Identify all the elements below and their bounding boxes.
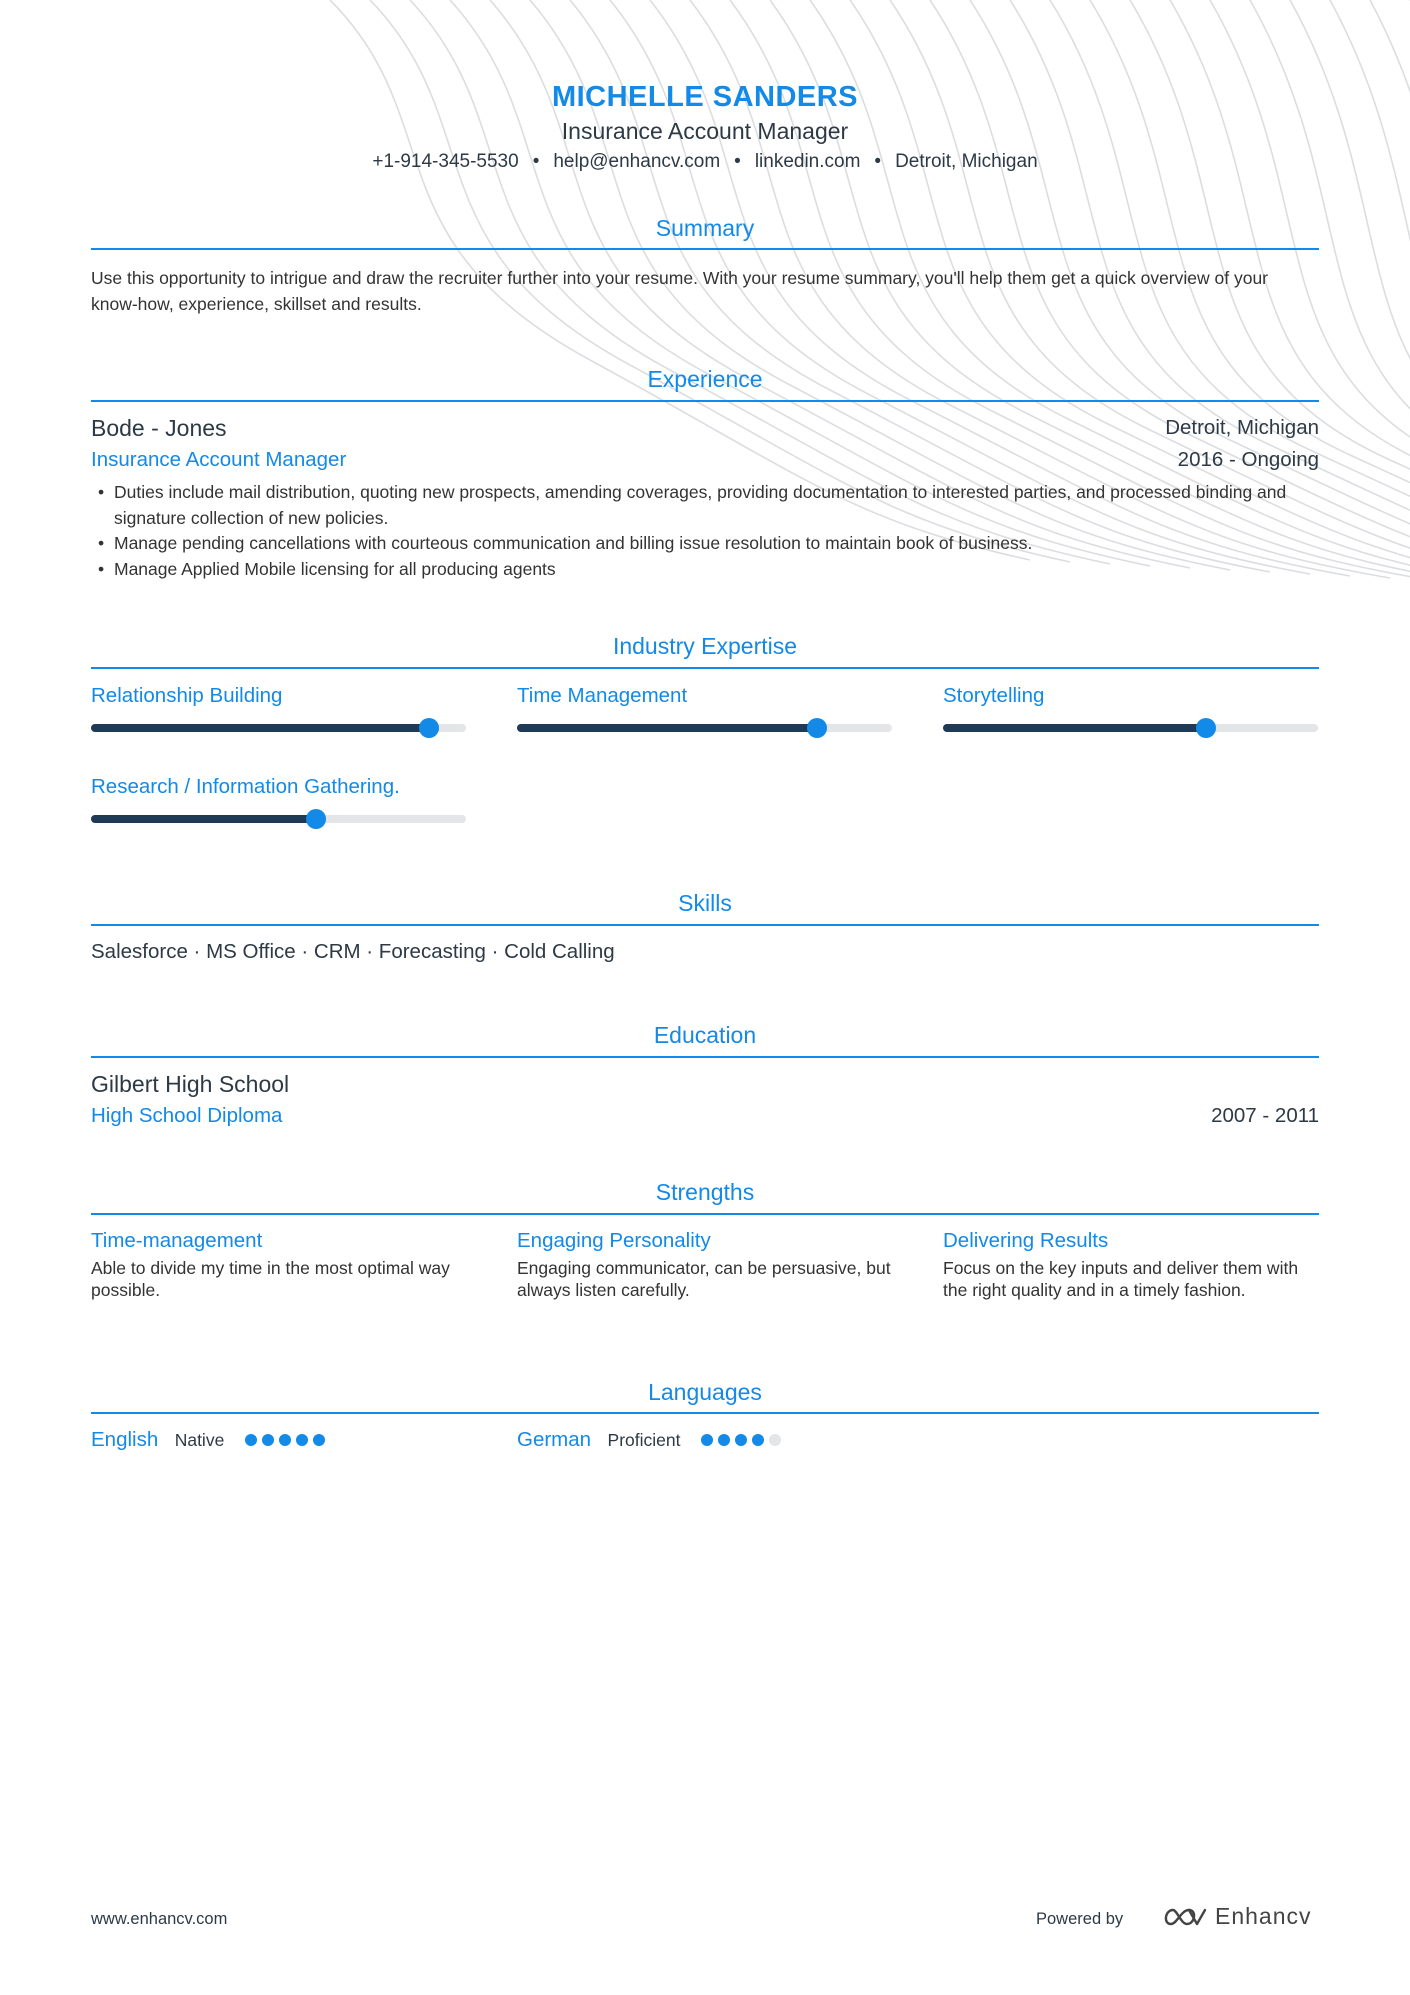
strength-description: Able to divide my time in the most optimal way possible. [91, 1258, 450, 1300]
separator-dot: • [874, 151, 882, 172]
rating-dot [769, 1434, 781, 1446]
strength-title: Time-management [91, 1229, 263, 1252]
section-rule [91, 1056, 1319, 1058]
resume-header [0, 78, 1410, 176]
skills-list: Salesforce · MS Office · CRM · Forecasting · Cold Calling [91, 940, 615, 963]
separator-dot: • [734, 151, 741, 172]
footer-website[interactable]: www.enhancv.com [91, 1910, 228, 1928]
section-rule [91, 924, 1319, 926]
expertise-bar-knob [419, 718, 439, 738]
footer-powered-by: Powered by [1036, 1910, 1124, 1928]
expertise-bar-knob [807, 718, 827, 738]
footer-brand: Enhancv [1215, 1903, 1312, 1929]
section-title-education: Education [653, 1022, 757, 1048]
strength-item [943, 1229, 1318, 1301]
candidate-title: Insurance Account Manager [561, 118, 849, 144]
contact-line [0, 148, 1410, 176]
experience-company: Bode - Jones [91, 415, 227, 441]
expertise-label: Time Management [517, 684, 688, 707]
section-title-expertise: Industry Expertise [612, 633, 798, 659]
rating-dot [701, 1434, 713, 1446]
list-item: • Duties include mail distribution, quoting new prospects, amending coverages, providing documentation to interested parties, and processed binding and signature collection of new policies. [91, 480, 1319, 531]
list-item: • Manage Applied Mobile licensing for all producing agents [91, 557, 1319, 583]
expertise-bar [517, 724, 892, 732]
language-level: Proficient [607, 1430, 681, 1450]
rating-dot [296, 1434, 308, 1446]
expertise-bar-fill [91, 724, 429, 732]
strength-item [517, 1229, 892, 1301]
rating-dot [718, 1434, 730, 1446]
expertise-bar-knob [306, 809, 326, 829]
location: Detroit, Michigan [895, 151, 1038, 172]
language-rating-dots [701, 1433, 786, 1450]
email[interactable]: help@enhancv.com [553, 151, 721, 172]
expertise-label: Relationship Building [91, 684, 283, 707]
rating-dot [279, 1434, 291, 1446]
expertise-bar [943, 724, 1318, 732]
rating-dot [262, 1434, 274, 1446]
experience-role: Insurance Account Manager [91, 448, 347, 471]
rating-dot [752, 1434, 764, 1446]
strength-title: Engaging Personality [517, 1229, 711, 1252]
section-rule [91, 248, 1319, 250]
expertise-bar-fill [91, 815, 316, 823]
education-school: Gilbert High School [91, 1071, 290, 1097]
section-title-languages: Languages [648, 1379, 762, 1405]
candidate-name: MICHELLE SANDERS [551, 81, 859, 113]
strength-title: Delivering Results [943, 1229, 1109, 1252]
section-title-strengths: Strengths [655, 1179, 755, 1205]
experience-bullets [91, 480, 1319, 582]
language-name: German [517, 1428, 592, 1451]
expertise-bar [91, 815, 466, 823]
language-rating-dots [245, 1433, 330, 1450]
language-level: Native [174, 1430, 225, 1450]
linkedin[interactable]: linkedin.com [754, 151, 861, 172]
expertise-label: Storytelling [943, 684, 1045, 707]
summary-text: Use this opportunity to intrigue and draw the recruiter further into your resume. With your resume summary, you'll help them get a quick overview of your know-how, experience, skillset and results. [91, 268, 1269, 314]
rating-dot [313, 1434, 325, 1446]
education-dates: 2007 - 2011 [1211, 1104, 1319, 1127]
section-rule [91, 667, 1319, 669]
section-rule [91, 1213, 1319, 1215]
separator-dot: • [532, 151, 540, 172]
section-title-skills: Skills [678, 890, 732, 916]
language-item [517, 1428, 937, 1452]
expertise-bar-knob [1196, 718, 1216, 738]
language-item [91, 1428, 511, 1452]
language-name: English [91, 1428, 159, 1451]
section-title-summary: Summary [655, 215, 755, 241]
rating-dot [735, 1434, 747, 1446]
section-title-experience: Experience [647, 366, 763, 392]
expertise-bar-fill [517, 724, 817, 732]
experience-location: Detroit, Michigan [1165, 416, 1319, 439]
education-degree: High School Diploma [91, 1104, 283, 1127]
strength-item [91, 1229, 466, 1301]
section-rule [91, 400, 1319, 402]
strength-description: Focus on the key inputs and deliver them with the right quality and in a timely fashion. [943, 1258, 1299, 1300]
list-item: • Manage pending cancellations with courteous communication and billing issue resolution to maintain book of business. [91, 531, 1319, 557]
strength-description: Engaging communicator, can be persuasive, but always listen carefully. [517, 1258, 891, 1300]
experience-dates: 2016 - Ongoing [1177, 448, 1319, 471]
expertise-bar-fill [943, 724, 1206, 732]
phone[interactable]: +1-914-345-5530 [372, 151, 519, 172]
expertise-bar [91, 724, 466, 732]
rating-dot [245, 1434, 257, 1446]
section-rule [91, 1412, 1319, 1414]
expertise-label: Research / Information Gathering. [91, 775, 400, 798]
